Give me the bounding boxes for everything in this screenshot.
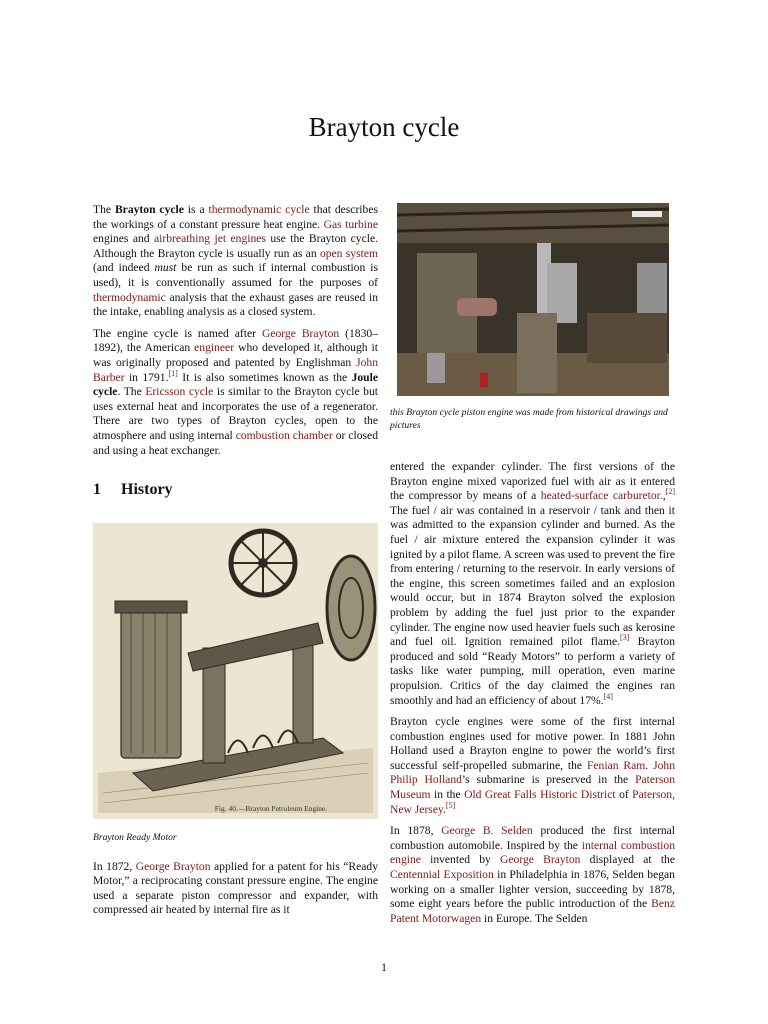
text-run: is similar to the Brayton cycle but uses external heat and incorporates the use of a regenerator. There are two types of Brayton cycles, open to the atmosphere and using internal [93, 385, 378, 442]
section-heading-history [93, 483, 378, 498]
text-run: The engine cycle is named after [93, 326, 262, 340]
wiki-link[interactable]: George Brayton [500, 853, 581, 867]
text-run: in Philadelphia in 1876, Selden began working on a smaller lighter version, succeeding by 1878, some eight years before the public introduction of the [390, 868, 675, 911]
citation-ref[interactable]: [1] [168, 368, 178, 378]
wiki-link[interactable]: George B. Selden [441, 824, 533, 838]
text-run: . [443, 802, 446, 816]
text-run: (and indeed [93, 261, 155, 275]
history-paragraph-1-continued [390, 460, 675, 708]
wiki-link[interactable]: open system [319, 246, 378, 260]
text-run: Brayton produced and sold “Ready Motors” to perform a variety of tasks like water pumping, mill operation, even marine propulsion. Critics of the day claimed the engines ran smoothly and had an efficiency of about 17%. [390, 635, 675, 707]
intro-paragraph-1 [93, 203, 378, 320]
text-run: produced the first internal combustion automobile. Inspired by the [390, 824, 675, 852]
text-run: is a [183, 203, 209, 216]
text-run: applied for a patent for his “Ready Motor,” a reciprocating constant pressure engine. The engine used a separate piston compressor and expander, with compressed air heated by internal fire as it [93, 859, 378, 917]
text-run: use the Brayton cycle. Although the Brayton cycle is usually run as an [93, 232, 378, 260]
text-run: In 1872, [93, 859, 136, 873]
wiki-link[interactable]: engineer [194, 341, 235, 355]
text-run: displayed at the [580, 853, 675, 867]
history-paragraph-2 [390, 715, 675, 817]
text-run: ’s submarine is preserved in the [461, 773, 636, 787]
wiki-link[interactable]: Paterson Museum [390, 773, 675, 802]
text-run: It is also sometimes known as the [177, 370, 352, 384]
citation-ref[interactable]: [5] [445, 800, 456, 810]
page-number: 1 [381, 960, 387, 974]
photo-caption: this Brayton cycle piston engine was made from historical drawings and pictures [390, 407, 668, 431]
wiki-link[interactable]: combustion chamber [235, 428, 333, 442]
wiki-link[interactable]: Old Great Falls Historic District [464, 788, 616, 802]
left-column [93, 203, 378, 925]
wiki-link[interactable]: heated-surface carburetor. [540, 489, 663, 503]
text-run: of [615, 788, 633, 802]
brayton-engine-photo [397, 203, 669, 396]
photo-figure [390, 203, 675, 432]
citation-ref[interactable]: [2] [665, 487, 675, 497]
text-run: analysis that the exhaust gases are reused in the intake, enabling analysis as a closed system. [93, 290, 378, 319]
text-run: in 1791. [124, 370, 169, 384]
wiki-link[interactable]: thermodynamic [93, 290, 166, 304]
text-run: or closed and using a heat exchanger. [93, 428, 378, 457]
text-run: be run as such if internal combustion is used), it is conventionally assumed for the purposes of [93, 261, 378, 289]
history-paragraph-3 [390, 824, 675, 926]
citation-ref[interactable]: [4] [603, 691, 613, 701]
intro-paragraph-2 [93, 327, 378, 458]
wiki-link[interactable]: George Brayton [135, 859, 211, 873]
text-run: The [93, 203, 115, 216]
text-run: . The [117, 385, 146, 399]
wiki-link[interactable]: George Brayton [261, 326, 340, 340]
text-run: in Europe. The Selden [481, 911, 588, 925]
wiki-link[interactable]: Paterson, New Jersey [390, 788, 675, 816]
figure-caption-ready-motor: Brayton Ready Motor [93, 831, 177, 843]
text-run: invented by [420, 853, 500, 867]
bold-term: Brayton cycle [114, 203, 184, 216]
history-paragraph-1-start [93, 860, 378, 918]
text-run: In 1878, [390, 824, 442, 838]
text-run: who developed it, although it was originally proposed and patented by Englishman [93, 341, 378, 369]
brayton-ready-motor-illustration [93, 523, 378, 819]
page-title: Brayton cycle [308, 112, 460, 142]
section-title: History [121, 481, 173, 499]
wiki-link[interactable]: John Barber [93, 355, 378, 384]
text-run: engines and [93, 232, 155, 246]
emphasis: must [154, 261, 177, 275]
wiki-link[interactable]: Fenian Ram [586, 758, 646, 772]
text-run: , [662, 489, 666, 503]
figure-engraving-label: Fig. 40.—Brayton Petroleum Engine. [214, 803, 328, 813]
citation-ref[interactable]: [3] [620, 633, 630, 643]
right-column [390, 460, 675, 933]
bold-term: Joule cycle [93, 370, 378, 399]
text-run: Brayton cycle engines were some of the first internal combustion engines used for motive power. In 1881 John Holland used a Brayton engine to power the world’s first successful self-propelled submarine, the [390, 715, 675, 772]
text-run: The fuel / air was contained in a reservoir / tank and then it was admitted to the expansion cylinder and burned. As the fuel / air mixture entered the expansion cylinder it was ignited by a pilot flame. A screen was used to prevent the fire from entering / returning to the reservoir. In early versions of the engine, this screen sometimes failed and an explosion would occur, but in 1874 Brayton solved the explosion problem by adding the fuel just prior to the expander cylinder. The engine now used heavier fuels such as kerosine and fuel oil. Ignition remained pilot flame. [390, 503, 675, 649]
wiki-link[interactable]: Ericsson cycle [145, 385, 214, 399]
text-run: . [645, 758, 654, 772]
wiki-link[interactable]: Centennial Exposition [390, 868, 494, 882]
wiki-link[interactable]: John Philip Holland [390, 758, 675, 787]
text-run: entered the expander cylinder. The first versions of the Brayton engine mixed vaporized fuel with air as it entered the compressor by means of a [390, 460, 675, 503]
text-run: (1830–1892), the American [93, 326, 378, 355]
wiki-link[interactable]: thermodynamic cycle [208, 203, 310, 216]
wiki-link[interactable]: Benz Patent Motorwagen [390, 897, 675, 925]
wiki-link[interactable]: airbreathing jet engines [154, 232, 266, 246]
wiki-link[interactable]: internal combustion engine [390, 838, 675, 867]
section-number: 1 [93, 481, 101, 499]
text-run: in the [430, 788, 465, 802]
text-run: that describes the workings of a constant pressure heat engine. [93, 203, 378, 231]
wiki-link[interactable]: Gas turbine [323, 217, 378, 231]
